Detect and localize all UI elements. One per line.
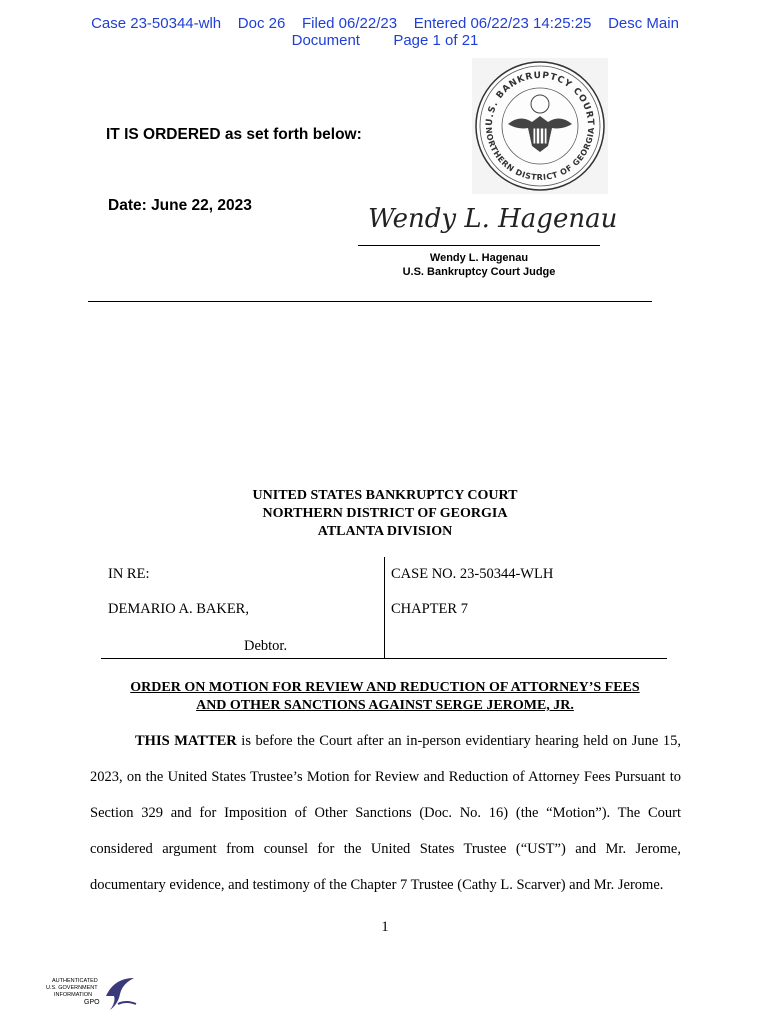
seal-bottom-text: NORTHERN DISTRICT OF GEORGIA xyxy=(483,126,597,182)
seal-top-text: U.S. BANKRUPTCY COURT xyxy=(484,70,596,127)
document-title-line-2: AND OTHER SANCTIONS AGAINST SERGE JEROME, JR. xyxy=(196,698,574,713)
court-name xyxy=(0,487,770,541)
filing-header-line2: Document Page 1 of 21 xyxy=(291,32,479,49)
order-line: IT IS ORDERED as set forth below: xyxy=(106,126,362,143)
court-line-3: ATLANTA DIVISION xyxy=(317,524,453,539)
caption-debtor-name: DEMARIO A. BAKER, xyxy=(108,601,249,617)
judge-name: Wendy L. Hagenau xyxy=(429,252,529,264)
caption-chapter: CHAPTER 7 xyxy=(391,601,468,617)
header-separator xyxy=(88,301,652,302)
body-paragraph xyxy=(90,723,681,903)
caption-bottom-rule xyxy=(101,658,667,659)
judge-signature: Wendy L. Hagenau xyxy=(368,204,618,234)
court-line-2: NORTHERN DISTRICT OF GEORGIA xyxy=(262,506,508,521)
document-title xyxy=(0,679,770,715)
gpo-logo xyxy=(44,974,130,1014)
order-date: Date: June 22, 2023 xyxy=(108,197,252,214)
gpo-eagle-icon xyxy=(100,974,140,1014)
court-line-1: UNITED STATES BANKRUPTCY COURT xyxy=(252,488,518,503)
document-title-line-1: ORDER ON MOTION FOR REVIEW AND REDUCTION OF ATTORNEY’S FEES xyxy=(130,680,640,695)
court-seal xyxy=(472,58,608,194)
judge-title: U.S. Bankruptcy Court Judge xyxy=(402,266,556,278)
filing-header-line1: Case 23-50344-wlh Doc 26 Filed 06/22/23 Entered 06/22/23 14:25:25 Desc Main xyxy=(91,15,679,32)
caption-case-number: CASE NO. 23-50344-WLH xyxy=(391,566,554,582)
caption-debtor-label: Debtor. xyxy=(244,638,288,654)
gpo-logo-line-3: INFORMATION xyxy=(54,992,93,998)
signature-line xyxy=(358,245,600,246)
gpo-logo-line-1: AUTHENTICATED xyxy=(52,978,98,984)
caption-in-re: IN RE: xyxy=(108,566,150,582)
body-lead: THIS MATTER xyxy=(135,733,237,749)
gpo-logo-line-4: GPO xyxy=(84,999,100,1006)
caption-divider xyxy=(384,557,385,659)
gpo-logo-line-2: U.S. GOVERNMENT xyxy=(46,985,98,991)
body-text: is before the Court after an in-person evidentiary hearing held on June 15, 2023, on the United States Trustee’s Motion for Review and Reduction of Attorney Fees Pursuant to Section 329 and for Imposition of Other Sanctions (Doc. No. 16) (the “Motion”). The Court considered argument from counsel for the United States Trustee (“UST”) and Mr. Jerome, documentary evidence, and testimony of the Chapter 7 Trustee (Cathy L. Scarver) and Mr. Jerome. xyxy=(90,733,681,893)
page-number: 1 xyxy=(381,919,389,935)
